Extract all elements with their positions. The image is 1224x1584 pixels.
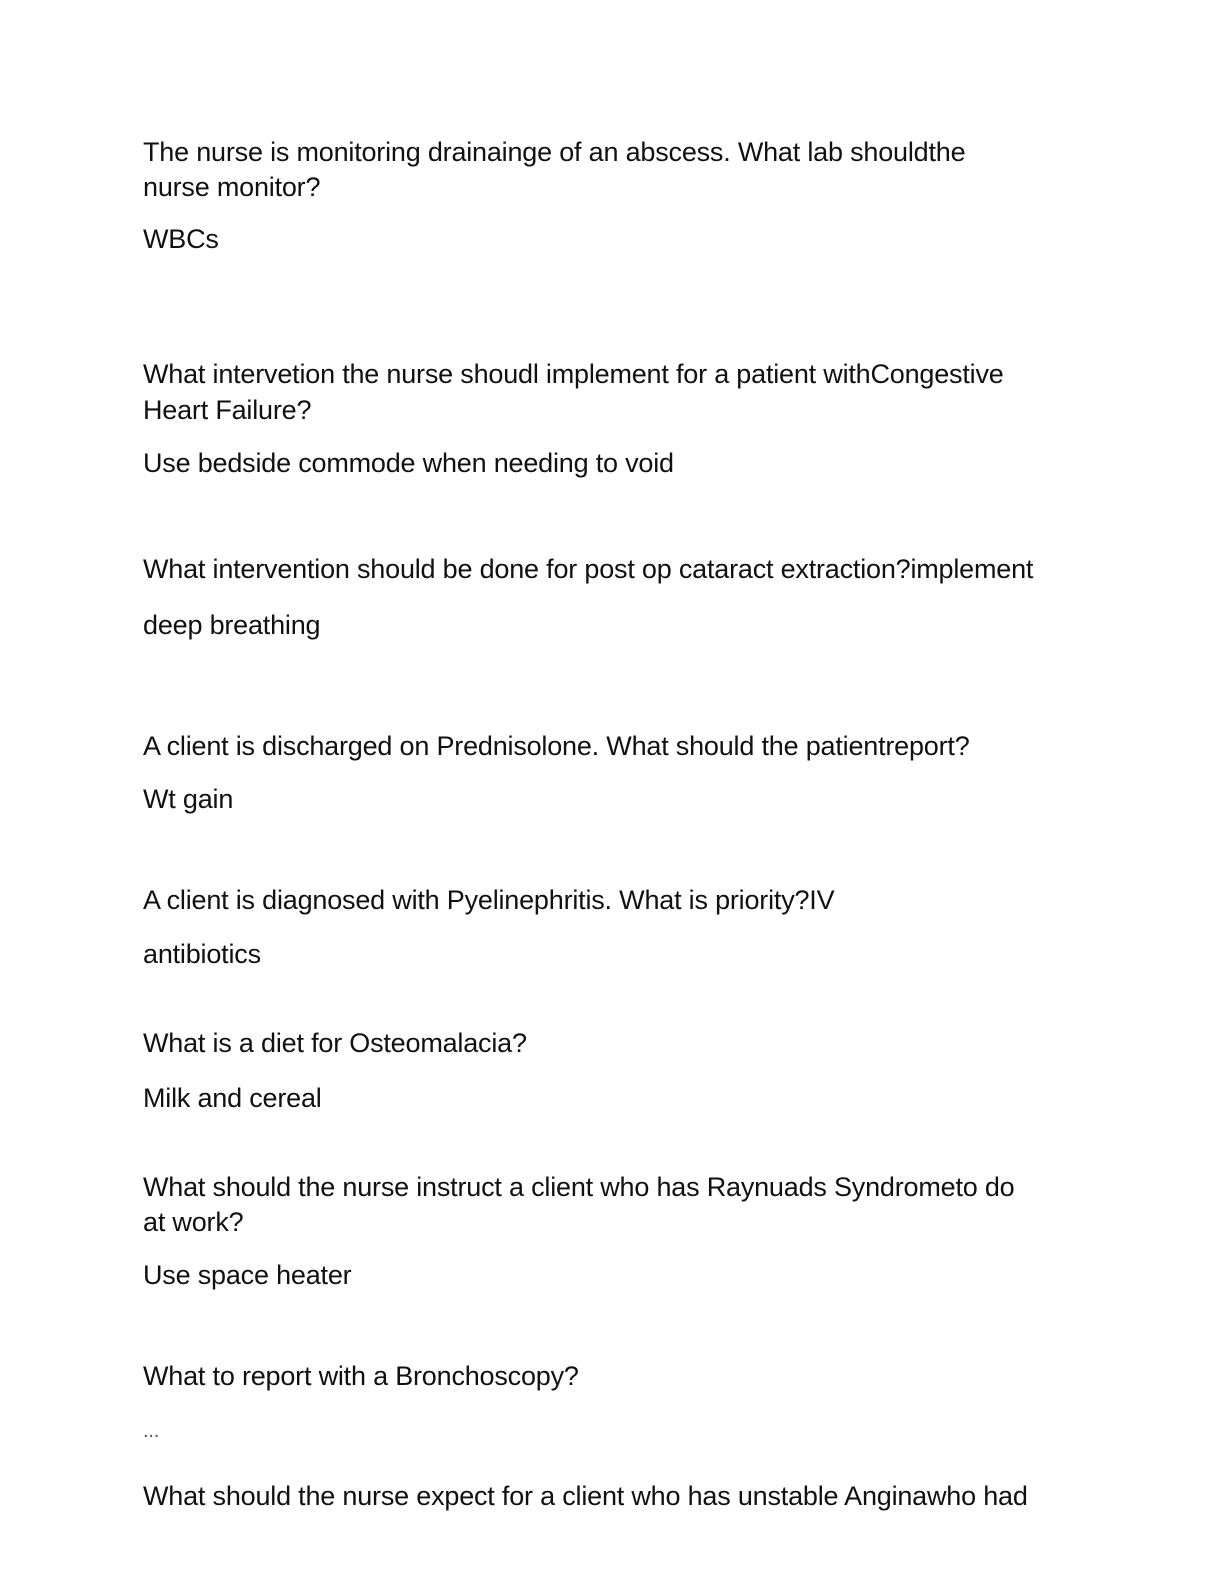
question-1-line-1: The nurse is monitoring drainainge of an abscess. What lab shouldthe [143, 137, 966, 167]
answer-3: deep breathing [143, 610, 321, 640]
question-3-line-1: What intervention should be done for post op cataract extraction?implement [143, 554, 1034, 584]
answer-8-ellipsis: ... [143, 1420, 160, 1442]
answer-5: antibiotics [143, 939, 261, 969]
answer-2: Use bedside commode when needing to void [143, 448, 674, 478]
question-4: A client is discharged on Prednisolone. What should the patientreport? [143, 731, 970, 761]
answer-4: Wt gain [143, 784, 234, 814]
question-1-line-2: nurse monitor? [143, 172, 321, 202]
question-8: What to report with a Bronchoscopy? [143, 1361, 579, 1391]
question-6: What is a diet for Osteomalacia? [143, 1028, 527, 1058]
question-7-line-2: at work? [143, 1207, 244, 1237]
answer-7: Use space heater [143, 1260, 352, 1290]
answer-1: WBCs [143, 224, 219, 254]
question-7-line-1: What should the nurse instruct a client who has Raynuads Syndrometo do [143, 1172, 1015, 1202]
answer-6: Milk and cereal [143, 1083, 322, 1113]
question-5: A client is diagnosed with Pyelinephritis. What is priority?IV [143, 885, 835, 915]
question-2-line-2: Heart Failure? [143, 395, 312, 425]
question-9-line-1: What should the nurse expect for a client who has unstable Anginawho had [143, 1481, 1028, 1511]
question-2-line-1: What intervetion the nurse shoudl implement for a patient withCongestive [143, 359, 1004, 389]
